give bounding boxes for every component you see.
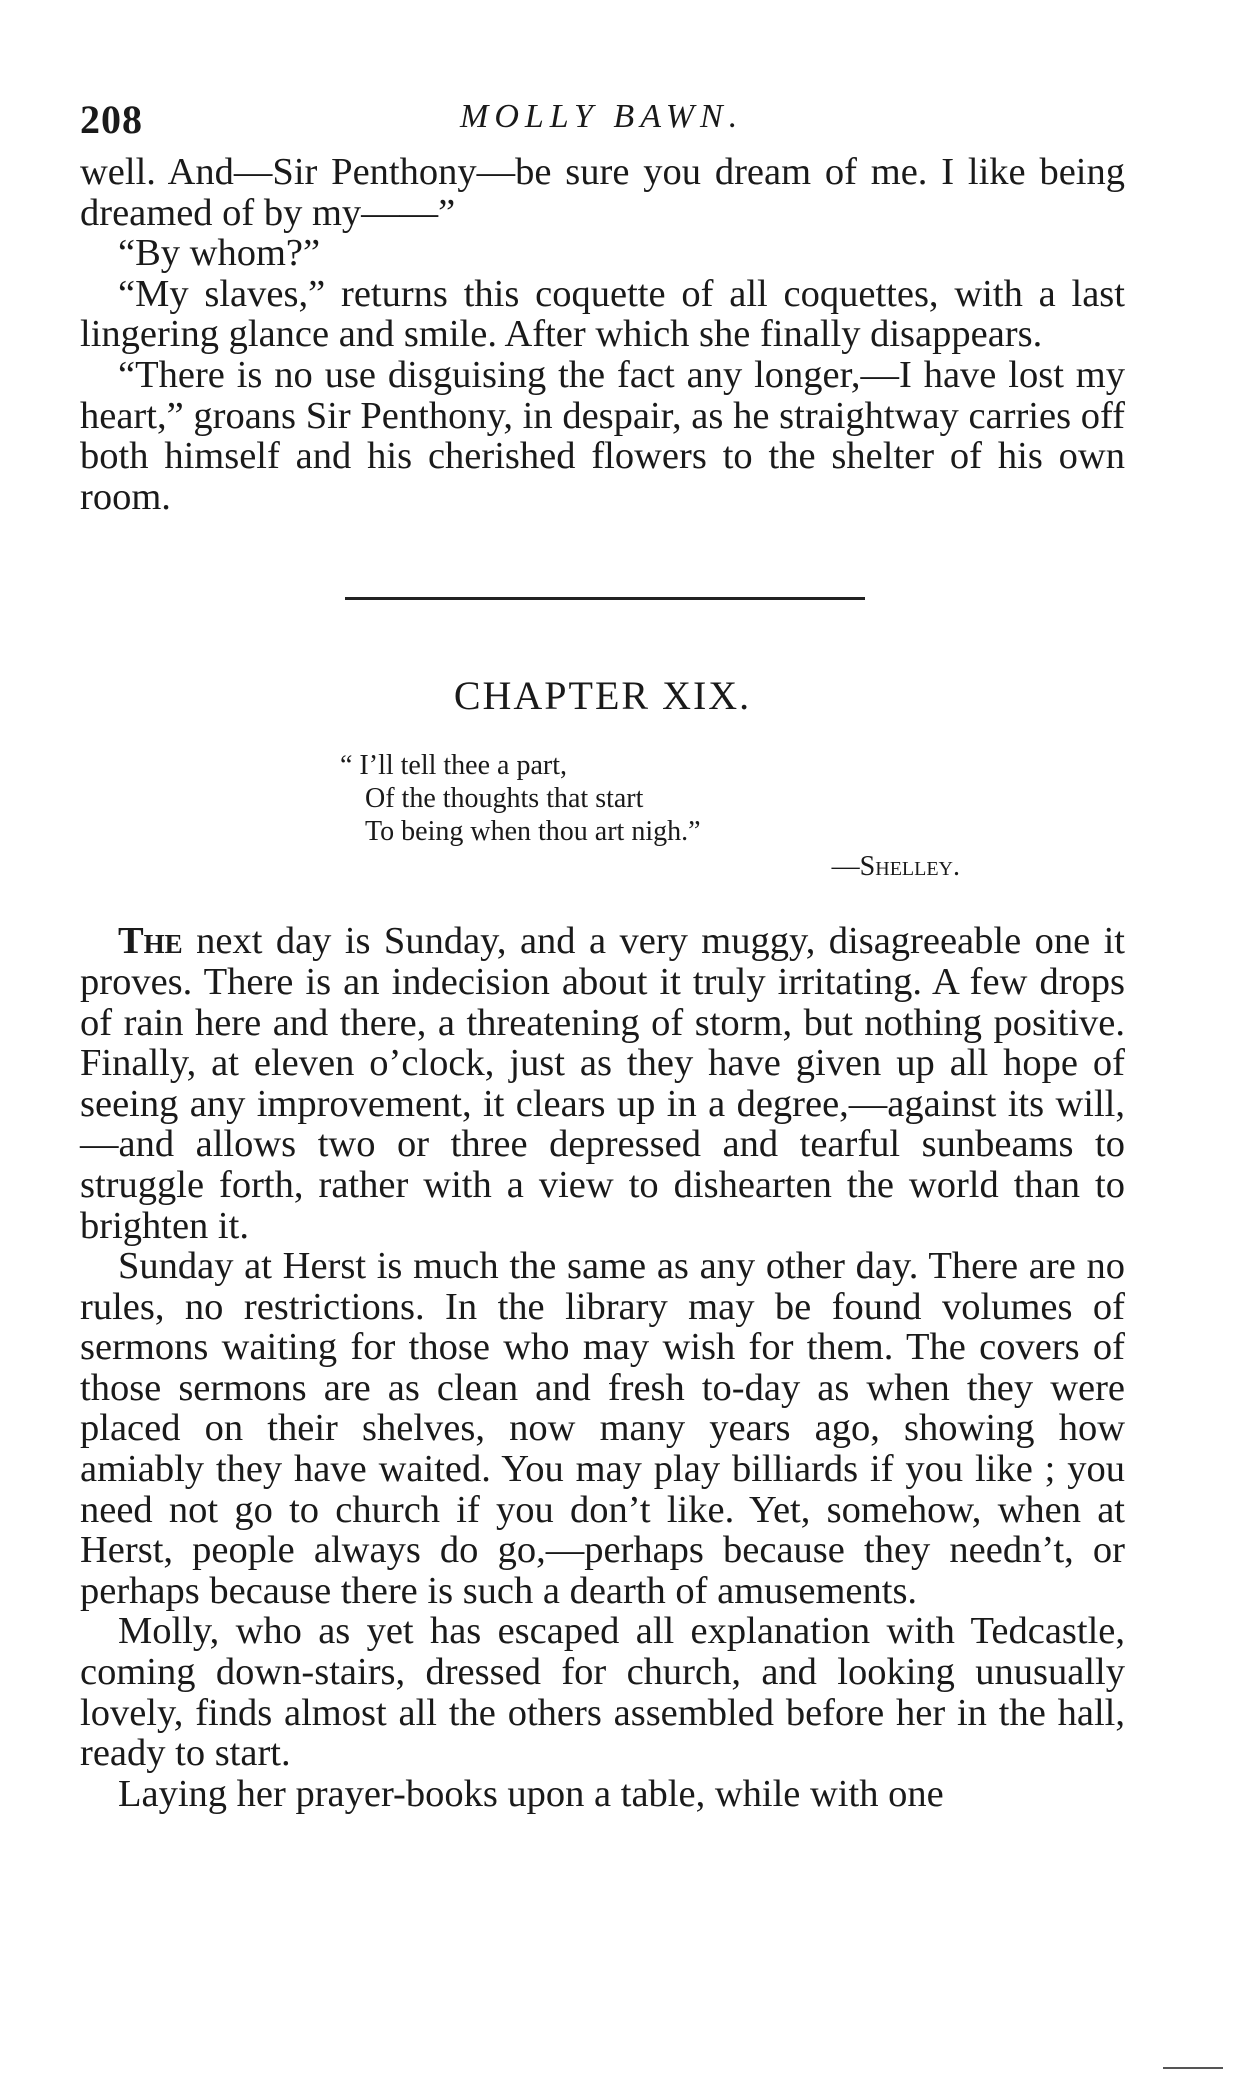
book-page [80, 96, 1125, 1814]
paragraph: “My slaves,” returns this coquette of all coquettes, with a last lingering glance and smile. After which she finally disappears. [80, 272, 1125, 356]
epigraph-line: “ I’ll tell thee a part, [340, 750, 567, 782]
running-head [80, 96, 1125, 152]
epigraph-line: Of the thoughts that start [365, 783, 644, 815]
paragraph: Sunday at Herst is much the same as any other day. There are no rules, no restrictions. In the library may be found volumes of sermons waiting for those who may wish for them. The covers of those sermons are as clean and fresh to-day as when they were placed on their shelves, now many years ago, showing how amiably they have waited. You may play billiards if you like ; you need not go to church if you don’t like. Yet, somehow, when at Herst, people always do go,—perhaps because they needn’t, or perhaps because there is such a dearth of amusements. [80, 1245, 1125, 1612]
paragraph-text: next day is Sunday, and a very muggy, disagreeable one it proves. There is an indecision about it truly irritating. A few drops of rain here and there, a threatening of storm, but nothing positive. Finally, at eleven o’clock, just as they have given up all hope of seeing any improvement, it clears up in a degree,—against its will,—and allows two or three depressed and tearful sunbeams to struggle forth, rather with a view to dishearten the world than to brighten it. [80, 920, 1125, 1247]
paragraph: well. And—Sir Penthony—be sure you dream of me. I like being dreamed of by my——” [80, 151, 1125, 234]
epigraph-attribution: —Shelley. [831, 851, 960, 883]
chapter-heading: CHAPTER XIX. [453, 673, 752, 719]
epigraph-line: To being when thou art nigh.” [365, 816, 701, 848]
opening-word: The [118, 920, 183, 963]
section-divider [345, 597, 865, 600]
paragraph: Molly, who as yet has escaped all explanation with Tedcastle, coming down-stairs, dressed for church, and looking unusually lovely, finds almost all the others assembled before her in the hall, ready to start. [80, 1610, 1125, 1775]
paragraph: “By whom?” [118, 232, 321, 275]
chapter-body [80, 921, 1125, 1814]
page-number: 208 [80, 97, 143, 142]
running-title: MOLLY BAWN. [460, 98, 744, 135]
paragraph: Laying her prayer-books upon a table, while with one [118, 1772, 944, 1815]
epigraph [340, 749, 960, 883]
paragraph [80, 921, 1125, 1246]
scan-edge-mark [1163, 2067, 1223, 2069]
top-text-block [80, 152, 1125, 517]
paragraph: “There is no use disguising the fact any longer,—I have lost my heart,” groans Sir Penthony, in despair, as he straightway carries off both himself and his cherished flowers to the shelter of his own room. [80, 353, 1125, 518]
